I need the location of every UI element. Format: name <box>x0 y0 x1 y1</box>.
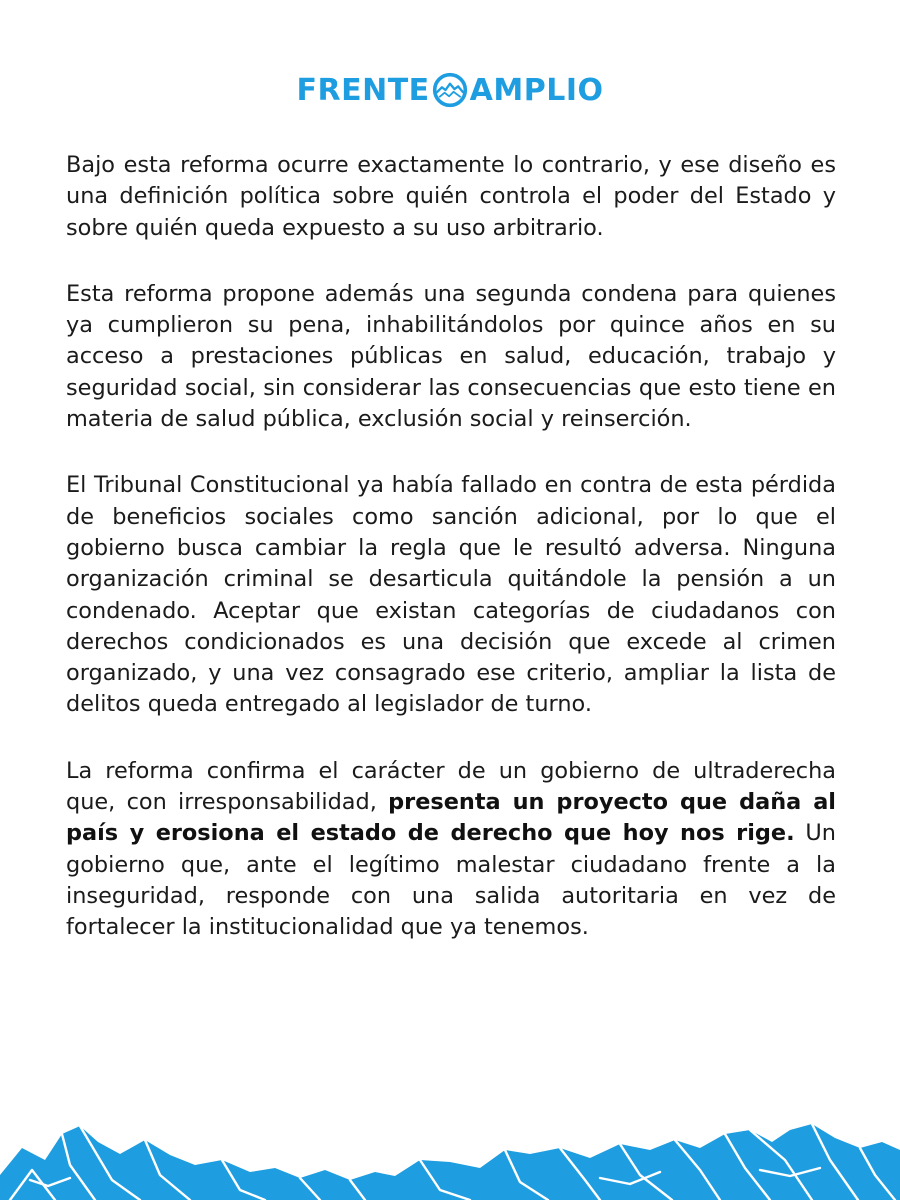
paragraph-4 <box>66 756 836 944</box>
logo-text-amplio: AMPLIO <box>469 72 604 108</box>
frente-amplio-logo <box>0 72 900 108</box>
mountain-range-graphic <box>0 1120 900 1200</box>
statement-body <box>66 150 836 979</box>
globe-mountain-icon <box>432 72 468 108</box>
paragraph-3: El Tribunal Constitucional ya había fallado en contra de esta pérdida de beneficios sociales como sanción adicional, por lo que el gobierno busca cambiar la regla que le resultó adversa. Ninguna organización criminal se desarticula quitándole la pensión a un condenado. Aceptar que existan categorías de ciudadanos con derechos condicionados es una decisión que excede al crimen organizado, y una vez consagrado ese criterio, ampliar la lista de delitos queda entregado al legislador de turno. <box>66 472 836 718</box>
paragraph-4-outro: Un gobierno que, ante el legítimo malestar ciudadano frente a la inseguridad, responde con una salida autoritaria en vez de fortalecer la institucionalidad que ya tenemos. <box>66 820 836 941</box>
logo-text-frente: FRENTE <box>296 72 430 108</box>
paragraph-4-intro: La reforma confirma el carácter de un gobierno de ultraderecha que, con irresponsabilidad, <box>66 757 836 816</box>
paragraph-2: Esta reforma propone además una segunda condena para quienes ya cumplieron su pena, inhabilitándolos por quince años en su acceso a prestaciones públicas en salud, educación, trabajo y seguridad social, sin considerar las consecuencias que esto tiene en materia de salud pública, exclusión social y reinserción. <box>66 280 836 433</box>
paragraph-4-emphasis: presenta un proyecto que daña al país y erosiona el estado de derecho que hoy nos rige. <box>66 789 836 847</box>
paragraph-1: Bajo esta reforma ocurre exactamente lo contrario, y ese diseño es una definición política sobre quién controla el poder del Estado y sobre quién queda expuesto a su uso arbitrario. <box>66 152 836 241</box>
